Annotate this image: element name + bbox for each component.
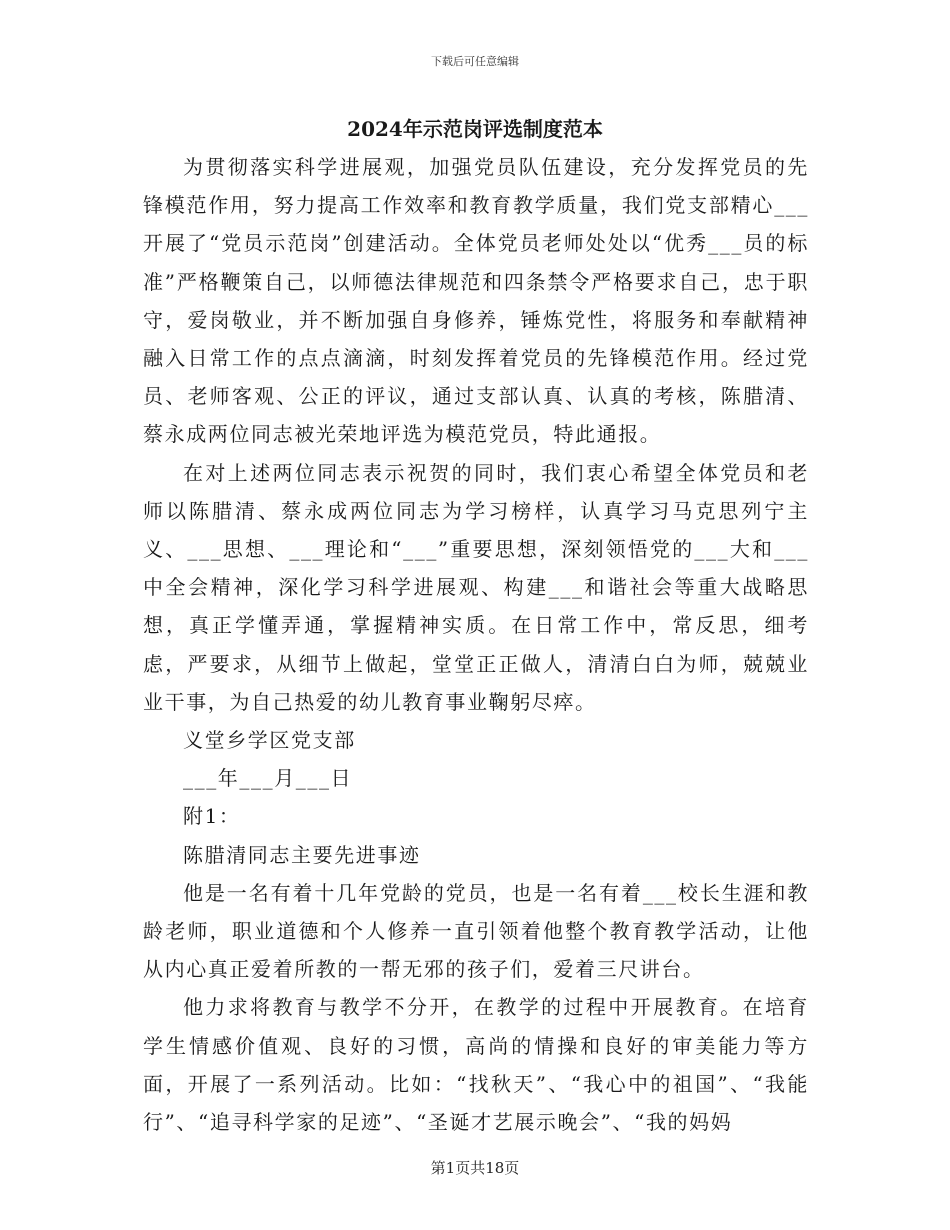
attachment-label: 附1： — [183, 804, 241, 829]
attachment-paragraph: 他力求将教育与教学不分开，在教学的过程中开展教育。在培育学生情感价值观、良好的习惯，高尚的情操和良好的审美能力等方面，开展了一系列活动。比如：“找秋天”、“我心中的祖国”、“我能行”、“追寻科学家的足迹”、“圣诞才艺展示晚会”、“我的妈妈 — [143, 995, 809, 1135]
document-body — [143, 148, 809, 1141]
body-paragraph: 为贯彻落实科学进展观，加强党员队伍建设，充分发挥党员的先锋模范作用，努力提高工作效率和教育教学质量，我们党支部精心___开展了“党员示范岗”创建活动。全体党员老师处处以“优秀___员的标准”严格鞭策自己，以师德法律规范和四条禁令严格要求自己，忠于职守，爱岗敬业，并不断加强自身修养，锤炼党性，将服务和奉献精神融入日常工作的点点滴滴，时刻发挥着党员的先锋模范作用。经过党员、老师客观、公正的评议，通过支部认真、认真的考核，陈腊清、蔡永成两位同志被光荣地评选为模范党员，特此通报。 — [143, 155, 809, 447]
attachment-title: 陈腊清同志主要先进事迹 — [183, 842, 421, 867]
attachment-paragraph: 他是一名有着十几年党龄的党员，也是一名有着___校长生涯和教龄老师，职业道德和个人修养一直引领着他整个教育教学活动，让他从内心真正爱着所教的一帮无邪的孩子们，爱着三尺讲台。 — [143, 880, 809, 982]
header-note: 下载后可任意编辑 — [431, 55, 519, 68]
signature-organization: 义堂乡学区党支部 — [183, 728, 356, 753]
page-indicator: 第1页共18页 — [430, 1159, 520, 1177]
document-title: 2024年示范岗评选制度范本 — [347, 117, 603, 141]
signature-date: ___年___月___日 — [183, 766, 353, 791]
body-paragraph: 在对上述两位同志表示祝贺的同时，我们衷心希望全体党员和老师以陈腊清、蔡永成两位同志为学习榜样，认真学习马克思列宁主义、___思想、___理论和“___”重要思想，深刻领悟党的___大和___中全会精神，深化学习科学进展观、构建___和谐社会等重大战略思想，真正学懂弄通，掌握精神实质。在日常工作中，常反思，细考虑，严要求，从细节上做起，堂堂正正做人，清清白白为师，兢兢业业干事，为自己热爱的幼儿教育事业鞠躬尽瘁。 — [143, 460, 809, 714]
